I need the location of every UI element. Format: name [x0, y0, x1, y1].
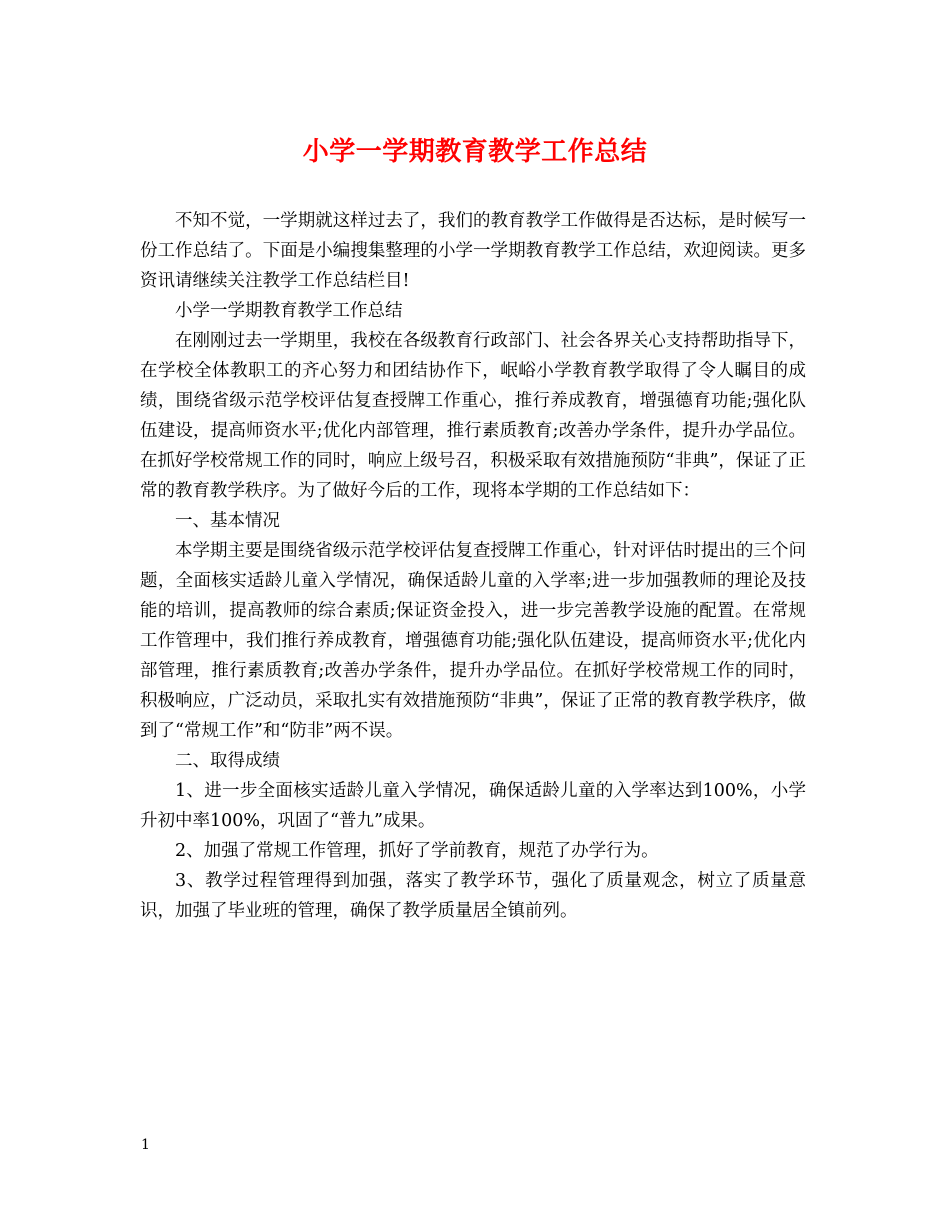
achievement-item-2: 2、加强了常规工作管理，抓好了学前教育，规范了办学行为。 [175, 841, 659, 861]
achievement-item-3: 3、教学过程管理得到加强，落实了教学环节，强化了质量观念，树立了质量意识，加强了毕业班的管理，确保了教学质量居全镇前列。 [140, 871, 806, 921]
achievement-item-1: 1、进一步全面核实适龄儿童入学情况，确保适龄儿童的入学率达到100%，小学升初中率100%，巩固了“普九”成果。 [140, 781, 806, 831]
section-heading-achievements: 二、取得成绩 [175, 751, 280, 771]
section-heading-basic: 一、基本情况 [175, 511, 280, 531]
subtitle-paragraph: 小学一学期教育教学工作总结 [175, 301, 403, 321]
intro-paragraph: 不知不觉，一学期就这样过去了，我们的教育教学工作做得是否达标，是时候写一份工作总结了。下面是小编搜集整理的小学一学期教育教学工作总结，欢迎阅读。更多资讯请继续关注教学工作总结栏目! [140, 211, 806, 291]
page-number: 1 [141, 1137, 150, 1153]
basic-situation-paragraph: 本学期主要是围绕省级示范学校评估复查授牌工作重心，针对评估时提出的三个问题，全面核实适龄儿童入学情况，确保适龄儿童的入学率;进一步加强教师的理论及技能的培训，提高教师的综合素质;保证资金投入，进一步完善教学设施的配置。在常规工作管理中，我们推行养成教育，增强德育功能;强化队伍建设，提高师资水平;优化内部管理，推行素质教育;改善办学条件，提升办学品位。在抓好学校常规工作的同时，积极响应，广泛动员，采取扎实有效措施预防“非典”，保证了正常的教育教学秩序，做到了“常规工作”和“防非”两不误。 [140, 541, 806, 741]
document-body [140, 206, 806, 926]
overview-paragraph: 在刚刚过去一学期里，我校在各级教育行政部门、社会各界关心支持帮助指导下，在学校全体教职工的齐心努力和团结协作下，岷峪小学教育教学取得了令人瞩目的成绩，围绕省级示范学校评估复查授牌工作重心，推行养成教育，增强德育功能;强化队伍建设，提高师资水平;优化内部管理，推行素质教育;改善办学条件，提升办学品位。在抓好学校常规工作的同时，响应上级号召，积极采取有效措施预防“非典”，保证了正常的教育教学秩序。为了做好今后的工作，现将本学期的工作总结如下： [140, 331, 806, 501]
document-title: 小学一学期教育教学工作总结 [302, 137, 648, 167]
